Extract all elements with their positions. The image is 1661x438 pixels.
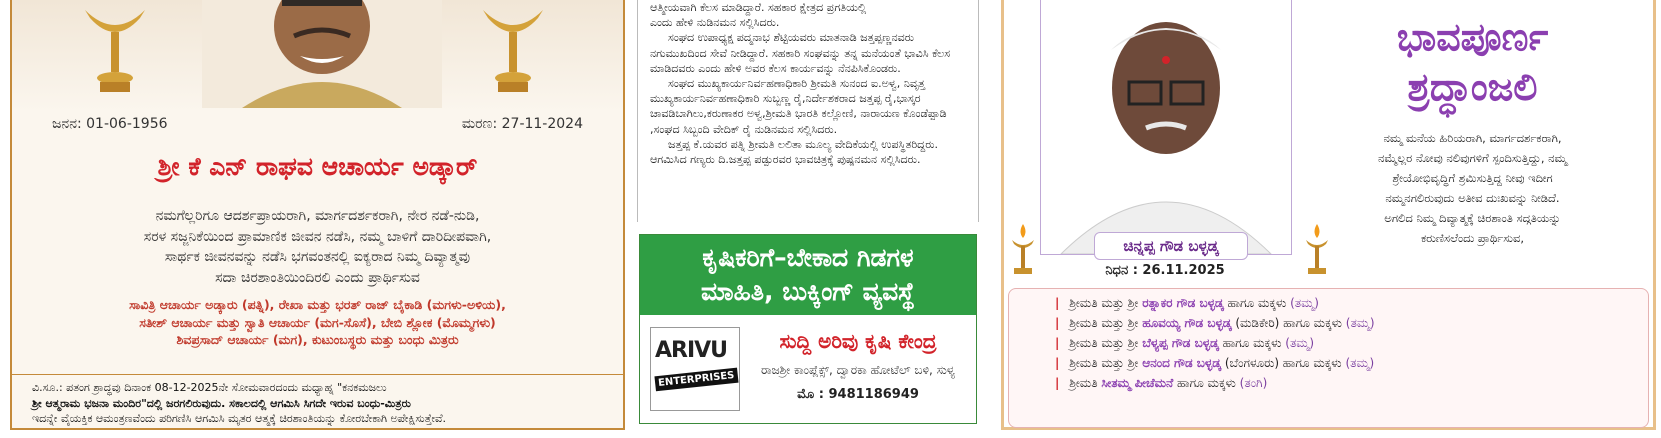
deceased-name: ಚಿನ್ನಪ್ಪ ಗೌಡ ಬಳ್ಳಡ್ಕ bbox=[1094, 232, 1248, 260]
note-line: ವಿ.ಸೂ.: ಪತಂಗ ಶ್ರಾದ್ಧವು ದಿನಾಂಕ 08-12-2025ನೇ ಸೋಮವಾರದಂದು ಮಧ್ಯಾಹ್ನ "ಕನಕಮಜಲು bbox=[32, 381, 387, 394]
relative-prefix: ಶ್ರೀಮತಿ ಮತ್ತು ಶ್ರೀ bbox=[1069, 356, 1139, 370]
ad-phone: ಮೊ : 9481186949 bbox=[797, 387, 919, 402]
family-line: ಸಾವಿತ್ರಿ ಆಚಾರ್ಯ ಅಡ್ಕಾರು (ಪತ್ನಿ), ರೇಖಾ ಮತ್ತು ಭರತ್ ರಾಜ್ ಬೈಕಾಡಿ (ಮಗಳು-ಅಳಿಯ), bbox=[129, 297, 506, 312]
oil-lamp-icon bbox=[1010, 222, 1036, 278]
bullet-bar-icon: | bbox=[1055, 356, 1060, 370]
tribute-line: ಸದಾ ಚಿರಶಾಂತಿಯಿಂದಿರಲಿ ಎಂದು ಪ್ರಾರ್ಥಿಸುವ bbox=[215, 269, 420, 286]
article-line: ಆತ್ಮೀಯವಾಗಿ ಕೆಲಸ ಮಾಡಿದ್ದಾರೆ. ಸಹಕಾರ ಕ್ಷೇತ್ರದ ಪ್ರಗತಿಯಲ್ಲಿ bbox=[650, 1, 867, 14]
relation: (ತಮ್ಮ) bbox=[1345, 316, 1375, 330]
news-article bbox=[637, 0, 979, 222]
tribute-line: ಸಾರ್ಥಕ ಜೀವನವನ್ನು ನಡೆಸಿ ಭಗವಂತನಲ್ಲಿ ಐಕ್ಯರಾದ ನಿಮ್ಮ ದಿವ್ಯಾತ್ಮವು bbox=[164, 249, 471, 265]
family-members bbox=[32, 296, 603, 349]
deceased-name: ಶ್ರೀ ಕೆ ಎನ್ ರಾಘವ ಆಚಾರ್ಯ ಅಡ್ಕಾರ್ bbox=[157, 152, 478, 181]
article-paragraph: ಸಂಘದ ಉಪಾಧ್ಯಕ್ಷ ಪದ್ಮನಾಭ ಶೆಟ್ಟಿಯವರು ಮಾತನಾಡಿ ಜತ್ತಪ್ಪಣ್ಣನವರು ನಗುಮುಖದಿಂದ ಸೇವೆ ನೀಡಿದ್ದಾರೆ. ಸಹಕಾರಿ ಸಂಘವನ್ನು ತನ್ನ ಮನೆಯಂತೆ ಭಾವಿಸಿ ಕೆಲಸ ಮಾಡಿದವರು ಎಂದು ಹೇಳಿ ಅವರ ಕೆಲಸ ಕಾರ್ಯವನ್ನು ನೆನಪಿಸಿಕೊಂಡರು. bbox=[650, 31, 951, 75]
relative-name: ಬೆಳ್ಯಪ್ಪ ಗೌಡ ಬಳ್ಳಡ್ಕ bbox=[1142, 336, 1219, 350]
death-date: ಮರಣ: 27-11-2024 bbox=[461, 116, 583, 132]
relative-suffix: ಹಾಗೂ ಮಕ್ಕಳು bbox=[1177, 376, 1236, 390]
tribute-line: ನಮಗೆಲ್ಲರಿಗೂ ಆದರ್ಶಪ್ರಾಯರಾಗಿ, ಮಾರ್ಗದರ್ಶಕರಾಗಿ, ನೇರ ನಡೆ-ನುಡಿ, bbox=[155, 208, 480, 224]
relative-suffix: ಹಾಗೂ ಮಕ್ಕಳು bbox=[1227, 296, 1287, 310]
bullet-bar-icon: | bbox=[1055, 376, 1060, 390]
bullet-bar-icon: | bbox=[1055, 296, 1060, 310]
note-line: ಇದನ್ನೇ ವೈಯಕ್ತಿಕ ಆಮಂತ್ರಣವೆಂದು ಪರಿಗಣಿಸಿ ಆಗಮಿಸಿ ಮೃತರ ಆತ್ಮಕ್ಕೆ ಚಿರಶಾಂತಿಯನ್ನು ಕೋರಬೇಕಾಗಿ ಅಪೇಕ್ಷಿಸುತ್ತೇವೆ. bbox=[32, 412, 447, 425]
tribute-line: ಅಗಲಿದ ನಿಮ್ಮ ದಿವ್ಯಾತ್ಮಕ್ಕೆ ಚಿರಶಾಂತಿ ಸದ್ಗತಿಯನ್ನು bbox=[1384, 211, 1561, 225]
relation: (ತಮ್ಮ) bbox=[1290, 296, 1319, 310]
bullet-bar-icon: | bbox=[1055, 316, 1060, 330]
logo-text: ARIVU bbox=[655, 338, 728, 363]
relative-name: ಸೀತಮ್ಮ ಪೀಚೆಮನೆ bbox=[1101, 376, 1174, 390]
relative-name: ಹೂವಯ್ಯ ಗೌಡ ಬಳ್ಳಡ್ಕ bbox=[1142, 316, 1232, 330]
tribute-line: ನಮ್ಮೆಲ್ಲರ ನೋವು ನಲಿವುಗಳಿಗೆ ಸ್ಪಂದಿಸುತ್ತಿದ್ದು, ನಮ್ಮ bbox=[1377, 151, 1568, 165]
portrait-photo bbox=[1040, 0, 1292, 255]
list-item bbox=[1055, 313, 1648, 333]
oil-lamp-icon bbox=[478, 0, 548, 98]
birth-date: ಜನನ: 01-06-1956 bbox=[52, 116, 168, 132]
family-line: ಸತೀಶ್ ಆಚಾರ್ಯ ಮತ್ತು ಸ್ವಾತಿ ಆಚಾರ್ಯ (ಮಗ-ಸೊಸೆ), ಬೇಬಿ ಶ್ಲೋಕ (ಮೊಮ್ಮಗಳು) bbox=[139, 314, 496, 330]
list-item bbox=[1055, 373, 1648, 393]
relative-name: ರತ್ನಾಕರ ಗೌಡ ಬಳ್ಳಡ್ಕ bbox=[1142, 296, 1224, 310]
article-paragraph: ಜತ್ತಪ್ಪ ಕೆ.ಯವರ ಪತ್ನಿ ಶ್ರೀಮತಿ ಲಲಿತಾ ಮೂಲ್ಯ ವೇದಿಕೆಯಲ್ಲಿ ಉಪಸ್ಥಿತರಿದ್ದರು. ಆಗಮಿಸಿದ ಗಣ್ಯರು ದಿ.ಜತ್ತಪ್ಪ ಪಡ್ಪುರವರ ಭಾವಚಿತ್ರಕ್ಕೆ ಪುಷ್ಪನಮನ ಸಲ್ಲಿಸಿದರು. bbox=[650, 137, 939, 167]
heading-line: ಶ್ರದ್ಧಾಂಜಲಿ bbox=[1407, 65, 1538, 109]
middle-column bbox=[637, 0, 979, 430]
ad-headline-line: ಮಾಹಿತಿ, ಬುಕ್ಕಿಂಗ್ ವ್ಯವಸ್ಥೆ bbox=[701, 277, 915, 306]
tribute-line: ಕರುಣಿಸಲೆಂದು ಪ್ರಾರ್ಥಿಸುವ, bbox=[1420, 231, 1525, 245]
list-item bbox=[1055, 353, 1648, 373]
relation: (ತಮ್ಮ) bbox=[1345, 356, 1375, 370]
tribute-text bbox=[1302, 128, 1643, 248]
tribute-line: ನಮ್ಮನಗಲಿರುವುದು ಅತೀವ ದುಃಖವನ್ನು ನೀಡಿದೆ. bbox=[1385, 191, 1560, 205]
tribute-line: ನಮ್ಮ ಮನೆಯ ಹಿರಿಯರಾಗಿ, ಮಾರ್ಗದರ್ಶಕರಾಗಿ, bbox=[1383, 131, 1562, 145]
photo-banner bbox=[12, 0, 623, 112]
list-item bbox=[1055, 333, 1648, 353]
relative-suffix: (ಮಡಿಕೇರಿ) ಹಾಗೂ ಮಕ್ಕಳು bbox=[1235, 316, 1342, 330]
portrait-image bbox=[1041, 0, 1291, 254]
death-date: ನಿಧನ : 26.11.2025 bbox=[1105, 263, 1225, 278]
tribute-text bbox=[32, 206, 603, 288]
tribute-line: ಶ್ರೇಯೋಭಿವೃದ್ಧಿಗೆ ಶ್ರಮಿಸುತ್ತಿದ್ದ ನೀವು ಇದೀಗ bbox=[1392, 171, 1553, 185]
article-line: ಎಂದು ಹೇಳಿ ನುಡಿನಮನ ಸಲ್ಲಿಸಿದರು. bbox=[650, 16, 780, 30]
heading-line: ಭಾವಪೂರ್ಣ bbox=[1396, 15, 1549, 59]
arivu-logo bbox=[650, 327, 740, 411]
advertisement bbox=[639, 234, 977, 424]
portrait-photo bbox=[202, 0, 442, 108]
article-paragraph: ಸಂಘದ ಮುಖ್ಯಕಾರ್ಯನಿರ್ವಹಣಾಧಿಕಾರಿ ಶ್ರೀಮತಿ ಸುನಂದ ಐ.ಅಳ್ವ, ನಿವೃತ್ತ ಮುಖ್ಯಕಾರ್ಯನಿರ್ವಹಣಾಧಿಕಾರಿ ಸುಬ್ಬಣ್ಣ ರೈ,ನಿರ್ದೇಶಕರಾದ ಜತ್ತಪ್ಪ ರೈ,ಭಾಸ್ಕರ ಚಾವಡಿಬಾಗಿಲು,ಕರುಣಾಕರ ಅಳ್ವ,ಶ್ರೀಮತಿ ಭಾರತಿ ಕಲ್ಲೋಣಿ, ನಾರಾಯಣ ಕೊಂಡೆಪ್ಪಾಡಿ ,ಸಂಘದ ಸಿಬ್ಬಂದಿ ವೇದಿಕ್ ರೈ ನುಡಿನಮನ ಸಲ್ಲಿಸಿದರು. bbox=[650, 77, 947, 136]
relation: (ತಮ್ಮ) bbox=[1285, 336, 1315, 350]
ad-headline-line: ಕೃಷಿಕರಿಗೆ–ಬೇಕಾದ ಗಿಡಗಳ bbox=[702, 243, 914, 272]
relative-prefix: ಶ್ರೀಮತಿ ಮತ್ತು ಶ್ರೀ bbox=[1069, 296, 1139, 310]
oil-lamp-icon bbox=[80, 0, 150, 98]
heading-shraddhanjali bbox=[1300, 12, 1645, 112]
obituary-right-panel bbox=[1001, 0, 1656, 430]
ad-address: ರಾಜಶ್ರೀ ಕಾಂಪ್ಲೆಕ್ಸ್, ದ್ವಾರಕಾ ಹೋಟೆಲ್ ಬಳಿ, ಸುಳ್ಯ bbox=[761, 363, 955, 377]
relative-prefix: ಶ್ರೀಮತಿ ಮತ್ತು ಶ್ರೀ bbox=[1069, 336, 1139, 350]
relative-prefix: ಶ್ರೀಮತಿ ಮತ್ತು ಶ್ರೀ bbox=[1069, 316, 1139, 330]
relative-suffix: (ಬೆಂಗಳೂರು) ಹಾಗೂ ಮಕ್ಕಳು bbox=[1224, 356, 1342, 370]
obituary-left-panel bbox=[10, 0, 625, 430]
tribute-line: ಸರಳ ಸಜ್ಜನಿಕೆಯಿಂದ ಪ್ರಾಮಾಣಿಕ ಜೀವನ ನಡೆಸಿ, ನಮ್ಮ ಬಾಳಿಗೆ ದಾರಿದೀಪವಾಗಿ, bbox=[143, 228, 492, 245]
relative-suffix: ಹಾಗೂ ಮಕ್ಕಳು bbox=[1222, 336, 1282, 350]
ad-headline bbox=[640, 235, 976, 315]
note-line: ಶ್ರೀ ಆತ್ಮರಾಮ ಭಜನಾ ಮಂದಿರ"ದಲ್ಲಿ ಜರಗಲಿರುವುದು. ಸಕಾಲದಲ್ಲಿ ಆಗಮಿಸಿ ಸಿಗದೇ ಇರುವ ಬಂಧು-ಮಿತ್ರರು bbox=[32, 396, 411, 410]
divider bbox=[12, 374, 623, 375]
relatives-list bbox=[1008, 288, 1649, 428]
list-item bbox=[1055, 293, 1648, 313]
ad-business-name: ಸುದ್ದಿ ಅರಿವು ಕೃಷಿ ಕೇಂದ್ರ bbox=[779, 329, 937, 353]
logo-subtext: ENTERPRISES bbox=[654, 368, 738, 392]
relation: (ತಂಗಿ) bbox=[1239, 376, 1268, 390]
ad-body bbox=[648, 323, 968, 417]
relative-prefix: ಶ್ರೀಮತಿ bbox=[1069, 376, 1098, 390]
bullet-bar-icon: | bbox=[1055, 336, 1060, 350]
ceremony-note bbox=[32, 380, 617, 427]
family-line: ಶಿವಪ್ರಸಾದ್ ಆಚಾರ್ಯ (ಮಗ), ಕುಟುಂಬಸ್ಥರು ಮತ್ತು ಬಂಧು ಮಿತ್ರರು bbox=[176, 332, 459, 347]
relative-name: ಆನಂದ ಗೌಡ ಬಳ್ಳಡ್ಕ bbox=[1142, 356, 1221, 370]
